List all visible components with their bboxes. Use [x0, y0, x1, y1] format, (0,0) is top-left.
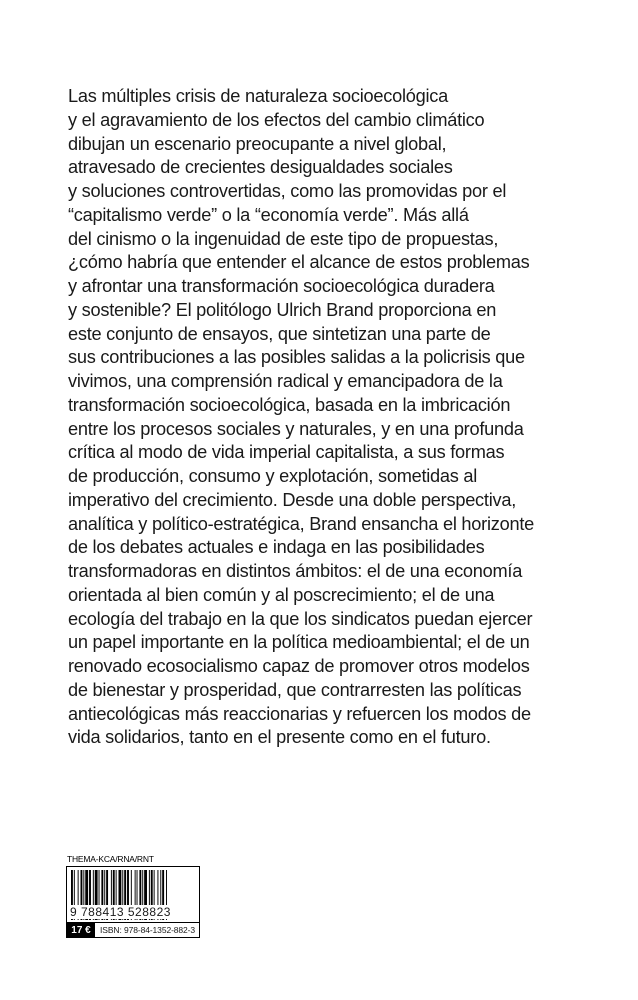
blurb-line: renovado ecosocialismo capaz de promover otros modelos — [68, 656, 530, 676]
blurb-line: y sostenible? El politólogo Ulrich Brand proporciona en — [68, 299, 497, 320]
blurb-line: Las múltiples crisis de naturaleza socioecológica — [68, 86, 448, 106]
isbn-number: ISBN: 978-84-1352-882-3 — [100, 925, 196, 935]
blurb-line: y soluciones controvertidas, como las promovidas por el — [68, 181, 507, 201]
blurb-line: transformación socioecológica, basada en la imbricación — [68, 394, 511, 415]
blurb-line: analítica y político-estratégica, Brand ensancha el horizonte — [68, 513, 534, 534]
blurb-line: antiecológicas más reaccionarias y refuercen los modos de — [68, 703, 531, 724]
blurb-line: vida solidarios, tanto en el presente como en el futuro. — [68, 727, 491, 748]
blurb-line: imperativo del crecimiento. Desde una doble perspectiva, — [68, 489, 517, 510]
barcode-frame — [66, 866, 200, 923]
back-cover-blurb — [68, 85, 628, 750]
blurb-line: dibujan un escenario preocupante a nivel global, — [68, 133, 447, 154]
blurb-line: y el agravamiento de los efectos del cambio climático — [68, 109, 485, 130]
barcode-footer — [66, 923, 200, 938]
blurb-line: este conjunto de ensayos, que sintetizan una parte de — [68, 323, 491, 344]
blurb-line: del cinismo o la ingenuidad de este tipo de propuestas, — [68, 228, 499, 249]
blurb-line: transformadoras en distintos ámbitos: el de una economía — [68, 561, 523, 581]
thema-code: THEMA-KCA/RNA/RNT — [67, 854, 154, 864]
blurb-line: de producción, consumo y explotación, sometidas al — [68, 466, 478, 486]
blurb-line: sus contribuciones a las posibles salidas a la policrisis que — [68, 347, 525, 368]
blurb-line: entre los procesos sociales y naturales, y en una profunda — [68, 418, 524, 439]
blurb-line: de los debates actuales e indaga en las posibilidades — [68, 537, 485, 558]
price-badge: 17 € — [67, 923, 95, 937]
blurb-line: ecología del trabajo en la que los sindicatos puedan ejercer — [68, 608, 533, 629]
blurb-line: y afrontar una transformación socioecológica duradera — [68, 276, 495, 296]
blurb-line: orientada al bien común y al poscrecimiento; el de una — [68, 584, 495, 605]
blurb-line: un papel importante en la política medioambiental; el de un — [68, 632, 530, 653]
blurb-line: de bienestar y prosperidad, que contrarresten las políticas — [68, 679, 522, 700]
blurb-line: atravesado de crecientes desigualdades sociales — [68, 157, 453, 178]
blurb-line: vivimos, una comprensión radical y emancipadora de la — [68, 371, 503, 391]
blurb-line: crítica al modo de vida imperial capitalista, a sus formas — [68, 442, 505, 463]
barcode-label — [66, 854, 208, 938]
blurb-line: “capitalismo verde” o la “economía verde”. Más allá — [68, 204, 469, 225]
barcode-digits: 9 788413 528823 — [70, 905, 171, 919]
blurb-line: ¿cómo habría que entender el alcance de estos problemas — [68, 252, 530, 273]
